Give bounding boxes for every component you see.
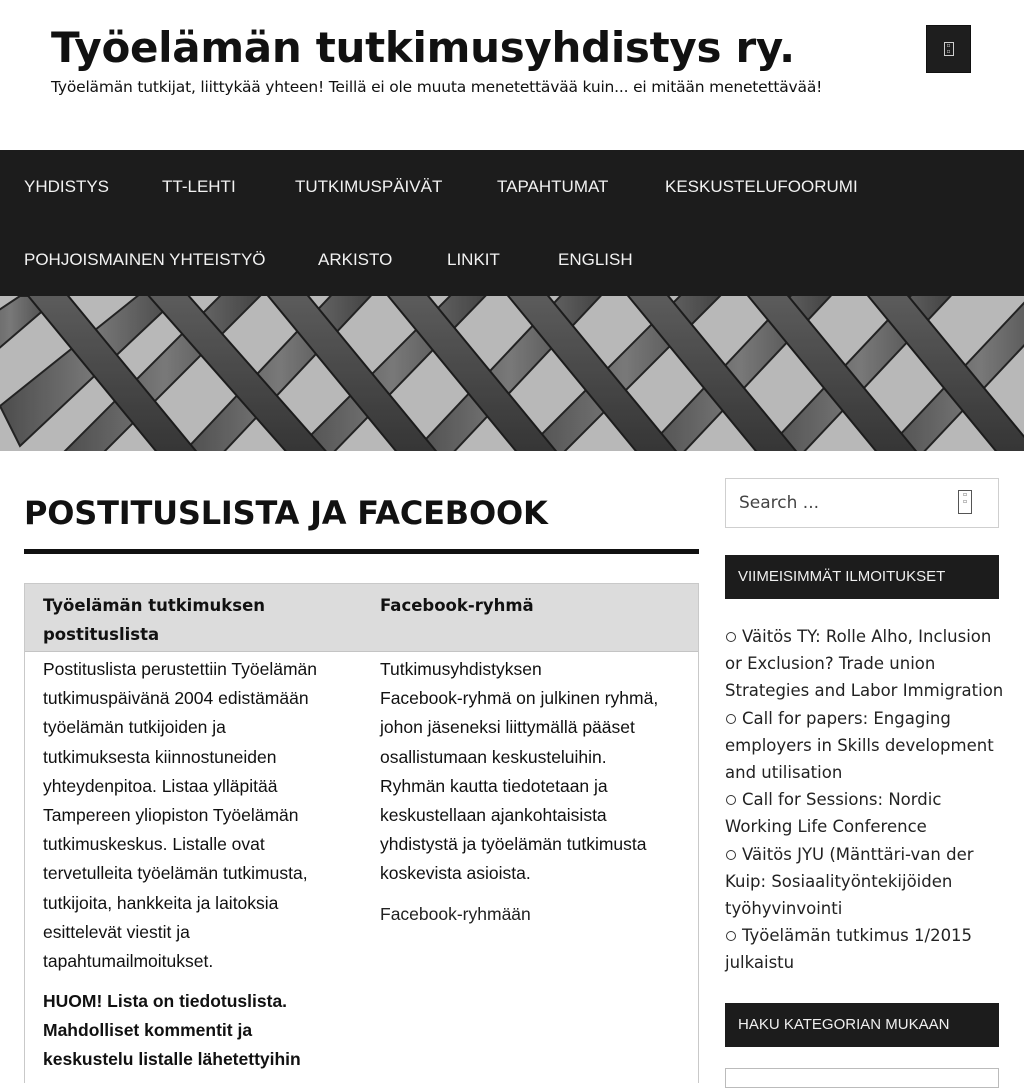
wooden-lattice-illustration (0, 296, 1024, 451)
list-item (725, 786, 1005, 840)
header-line: Työelämän tutkimuksen (43, 596, 266, 615)
list-item (725, 623, 1005, 705)
recent-post-link[interactable] (725, 926, 972, 972)
text-line: Ryhmän kautta tiedotetaan ja (380, 775, 608, 796)
search-input[interactable] (726, 479, 956, 527)
facebook-group-link[interactable]: Facebook-ryhmään (380, 904, 531, 924)
text-line: Tutkimusyhdistyksen (380, 659, 542, 679)
bullet-icon (726, 795, 736, 805)
page-title: POSTITUSLISTA JA FACEBOOK (24, 494, 548, 532)
site-tagline: Työelämän tutkijat, liittykää yhteen! Teillä ei ole muuta menetettävää kuin... ei mitään menetettävää! (51, 78, 823, 96)
bullet-icon (726, 632, 736, 642)
bullet-icon (726, 714, 736, 724)
link-line: julkaistu (725, 953, 795, 973)
list-item (725, 841, 1005, 923)
link-line: employers in Skills development (725, 735, 994, 755)
facebook-description (380, 655, 680, 889)
text-line: yhteydenpitoa. Listaa ylläpitää (43, 775, 278, 796)
category-widget-title: HAKU KATEGORIAN MUKAAN (725, 1003, 999, 1047)
title-divider (24, 549, 699, 554)
list-item (725, 922, 1005, 976)
link-line: työhyvinvointi (725, 899, 843, 919)
link-line: Working Life Conference (725, 817, 927, 837)
recent-post-link[interactable] (725, 790, 941, 836)
list-item (725, 705, 1005, 787)
text-line: koskevista asioista. (380, 863, 531, 884)
text-line: keskustellaan ajankohtaisista (380, 805, 607, 826)
link-line: Väitös JYU (Mänttäri-van der (742, 844, 974, 864)
link-line: Kuip: Sosiaalityöntekijöiden (725, 871, 953, 891)
nav-item-english[interactable]: ENGLISH (558, 250, 633, 269)
facebook-link-paragraph (380, 900, 680, 929)
nav-row-2 (0, 223, 1024, 296)
main-navigation (0, 150, 1024, 296)
recent-post-link[interactable] (725, 845, 974, 918)
nav-item-pohjoismainen-yhteistyo[interactable]: POHJOISMAINEN YHTEISTYÖ (24, 250, 266, 269)
recent-post-link[interactable] (725, 627, 1003, 700)
recent-posts-list (725, 623, 1005, 977)
nav-row-1 (0, 150, 1024, 223)
site-title[interactable]: Työelämän tutkimusyhdistys ry. (51, 23, 795, 72)
text-line: johon jäseneksi liittymällä pääset (380, 717, 635, 738)
text-line: yhdistystä ja työelämän tutkimusta (380, 834, 647, 855)
nav-item-yhdistys[interactable]: YHDISTYS (24, 177, 110, 196)
nav-item-linkit[interactable]: LINKIT (447, 250, 500, 269)
link-line: and utilisation (725, 763, 843, 783)
text-line: tutkimuskeskus. Listalle ovat (43, 834, 265, 855)
text-line: tapahtumailmoitukset. (43, 951, 214, 972)
text-line: tutkimuspäivänä 2004 edistämään (43, 688, 309, 709)
nav-item-arkisto[interactable]: ARKISTO (318, 250, 393, 269)
link-line: Työelämän tutkimus 1/2015 (742, 926, 973, 946)
mailing-list-note (43, 987, 355, 1075)
link-line: or Exclusion? Trade union (725, 654, 936, 674)
link-line: Strategies and Labor Immigration (725, 681, 1004, 701)
nav-item-tt-lehti[interactable]: TT-LEHTI (162, 177, 236, 196)
text-line: esittelevät viestit ja (43, 921, 190, 942)
search-submit-icon[interactable]: ▫ ▫ (958, 490, 972, 514)
text-line: tutkijoita, hankkeita ja laitoksia (43, 892, 279, 913)
note-line: keskustelu listalle lähetettyihin (43, 1049, 301, 1070)
nav-item-tapahtumat[interactable]: TAPAHTUMAT (497, 177, 609, 196)
text-line: Tampereen yliopiston Työelämän (43, 805, 299, 826)
site-header (0, 0, 1024, 150)
text-line: tervetulleita työelämän tutkimusta, (43, 863, 308, 884)
text-line: Postituslista perustettiin Työelämän (43, 659, 317, 679)
mailing-list-description (43, 655, 355, 976)
note-line: Mahdolliset kommentit ja (43, 1020, 253, 1041)
table-header-mailing-list (43, 591, 343, 649)
recent-posts-widget-title: VIIMEISIMMÄT ILMOITUKSET (725, 555, 999, 599)
text-line: Facebook-ryhmä on julkinen ryhmä, (380, 688, 659, 709)
table-header-row (25, 584, 698, 652)
link-line: Call for papers: Engaging (742, 708, 951, 728)
text-line: työelämän tutkijoiden ja (43, 717, 226, 738)
text-line: tutkimuksesta kiinnostuneiden (43, 746, 277, 767)
header-banner-image (0, 296, 1024, 451)
category-select[interactable] (725, 1068, 999, 1088)
bullet-icon (726, 850, 736, 860)
search-toggle-icon: ▫ ▫ (944, 42, 954, 56)
link-line: Väitös TY: Rolle Alho, Inclusion (742, 627, 992, 646)
nav-item-tutkimuspaivat[interactable]: TUTKIMUSPÄIVÄT (295, 177, 443, 196)
table-header-facebook: Facebook-ryhmä (380, 596, 534, 615)
note-line: HUOM! Lista on tiedotuslista. (43, 991, 288, 1011)
link-line: Call for Sessions: Nordic (742, 790, 942, 810)
header-search-toggle-button[interactable] (926, 25, 971, 73)
header-line: postituslista (43, 625, 160, 644)
bullet-icon (726, 931, 736, 941)
info-table (24, 583, 699, 1083)
text-line: osallistumaan keskusteluihin. (380, 746, 607, 767)
nav-item-keskustelufoorumi[interactable]: KESKUSTELUFOORUMI (665, 177, 858, 196)
recent-post-link[interactable] (725, 709, 994, 782)
